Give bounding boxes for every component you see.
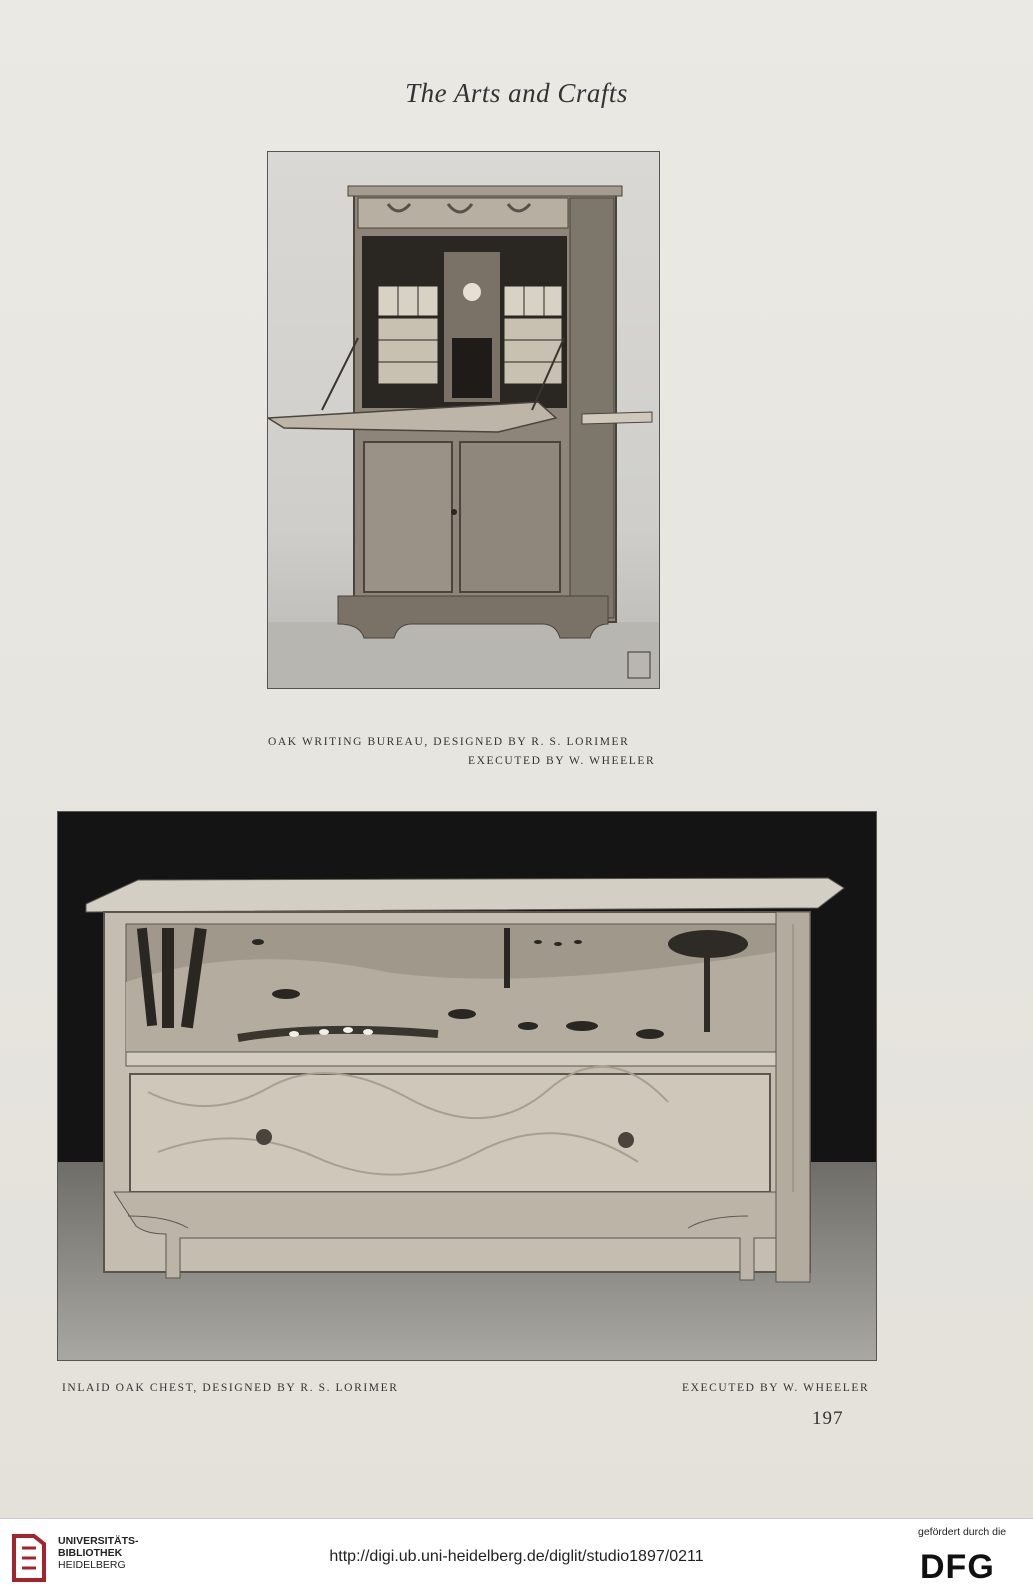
bureau-caption-line2: EXECUTED BY W. WHEELER <box>468 755 656 767</box>
funding-text: gefördert durch die <box>918 1526 1007 1538</box>
permalink-url[interactable]: http://digi.ub.uni-heidelberg.de/diglit/studio1897/0211 <box>329 1548 704 1565</box>
chest-illustration <box>58 812 876 1360</box>
bureau-illustration <box>268 152 659 688</box>
page-number: 197 <box>812 1408 844 1429</box>
dfg-logo: DFG <box>920 1548 995 1586</box>
chest-photo <box>57 811 877 1361</box>
running-head: The Arts and Crafts <box>405 78 628 108</box>
chest-caption-right: EXECUTED BY W. WHEELER <box>682 1382 870 1394</box>
library-name-line1: UNIVERSITÄTS- <box>58 1535 139 1547</box>
bureau-photo <box>267 151 660 689</box>
bureau-caption-line1: OAK WRITING BUREAU, DESIGNED BY R. S. LORIMER <box>268 736 630 748</box>
library-name-line2: BIBLIOTHEK <box>58 1547 123 1559</box>
library-name-line3: HEIDELBERG <box>58 1559 126 1571</box>
chest-caption-left: INLAID OAK CHEST, DESIGNED BY R. S. LORIMER <box>62 1382 399 1394</box>
